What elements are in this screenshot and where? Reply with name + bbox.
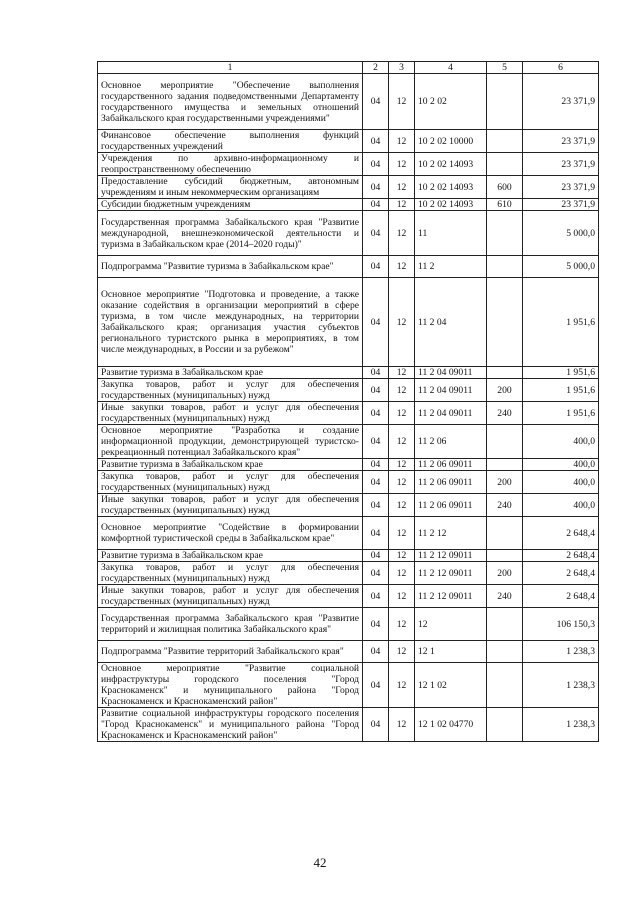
- cell-section: 04: [363, 130, 389, 153]
- cell-expense-type: 200: [487, 562, 523, 585]
- cell-name: Государственная программа Забайкальского края "Развитие международной, внешнеэкономической деятельности и туризма в Забайкальском крае (2014–2020 годы)": [98, 211, 363, 256]
- cell-amount: 23 371,9: [523, 74, 599, 130]
- cell-section: 04: [363, 367, 389, 379]
- cell-expense-type: 610: [487, 199, 523, 211]
- table-row: [98, 130, 599, 153]
- cell-subsection: 12: [389, 211, 415, 256]
- cell-section: 04: [363, 459, 389, 471]
- table-row: [98, 153, 599, 176]
- cell-amount: 5 000,0: [523, 256, 599, 278]
- cell-amount: 2 648,4: [523, 562, 599, 585]
- header-col-6: 6: [523, 62, 599, 74]
- table-row: [98, 459, 599, 471]
- cell-name: Закупка товаров, работ и услуг для обеспечения государственных (муниципальных) нужд: [98, 379, 363, 402]
- cell-subsection: 12: [389, 153, 415, 176]
- header-col-3: 3: [389, 62, 415, 74]
- header-row: [98, 62, 599, 74]
- cell-name: Развитие туризма в Забайкальском крае: [98, 459, 363, 471]
- cell-name: Подпрограмма "Развитие туризма в Забайкальском крае": [98, 256, 363, 278]
- cell-subsection: 12: [389, 379, 415, 402]
- cell-subsection: 12: [389, 367, 415, 379]
- cell-target-article: 11 2 04 09011: [415, 402, 487, 425]
- cell-expense-type: 240: [487, 585, 523, 608]
- table-row: [98, 211, 599, 256]
- header-col-1: 1: [98, 62, 363, 74]
- cell-target-article: 11 2 12 09011: [415, 562, 487, 585]
- cell-expense-type: [487, 641, 523, 663]
- cell-amount: 1 951,6: [523, 367, 599, 379]
- cell-target-article: 11 2 06: [415, 425, 487, 459]
- cell-subsection: 12: [389, 425, 415, 459]
- cell-target-article: 11 2 04 09011: [415, 379, 487, 402]
- cell-subsection: 12: [389, 550, 415, 562]
- cell-subsection: 12: [389, 494, 415, 517]
- cell-amount: 400,0: [523, 459, 599, 471]
- cell-name: Иные закупки товаров, работ и услуг для обеспечения государственных (муниципальных) нужд: [98, 494, 363, 517]
- cell-section: 04: [363, 663, 389, 708]
- cell-expense-type: [487, 663, 523, 708]
- cell-subsection: 12: [389, 471, 415, 494]
- cell-subsection: 12: [389, 256, 415, 278]
- cell-name: Развитие туризма в Забайкальском крае: [98, 367, 363, 379]
- table-row: [98, 367, 599, 379]
- table-row: [98, 74, 599, 130]
- cell-section: 04: [363, 641, 389, 663]
- table-row: [98, 494, 599, 517]
- cell-section: 04: [363, 211, 389, 256]
- cell-section: 04: [363, 471, 389, 494]
- cell-amount: 23 371,9: [523, 199, 599, 211]
- cell-target-article: 11 2 12 09011: [415, 585, 487, 608]
- cell-subsection: 12: [389, 562, 415, 585]
- cell-subsection: 12: [389, 517, 415, 550]
- cell-amount: 5 000,0: [523, 211, 599, 256]
- cell-section: 04: [363, 550, 389, 562]
- header-col-2: 2: [363, 62, 389, 74]
- cell-section: 04: [363, 256, 389, 278]
- header-col-5: 5: [487, 62, 523, 74]
- cell-amount: 1 238,3: [523, 663, 599, 708]
- table-row: [98, 585, 599, 608]
- cell-expense-type: [487, 708, 523, 742]
- cell-amount: 2 648,4: [523, 585, 599, 608]
- cell-section: 04: [363, 176, 389, 199]
- cell-subsection: 12: [389, 176, 415, 199]
- cell-amount: 1 238,3: [523, 708, 599, 742]
- cell-name: Развитие социальной инфраструктуры городского поселения "Город Краснокаменск" и муниципального района "Город Краснокаменск и Краснокаменский район": [98, 708, 363, 742]
- cell-expense-type: [487, 459, 523, 471]
- cell-subsection: 12: [389, 199, 415, 211]
- cell-expense-type: 240: [487, 402, 523, 425]
- cell-target-article: 11 2 06 09011: [415, 494, 487, 517]
- cell-expense-type: [487, 130, 523, 153]
- cell-name: Основное мероприятие "Обеспечение выполнения государственного задания подведомственными Департаменту государственного имущества и земельных отношений Забайкальского края государственными учреждениями": [98, 74, 363, 130]
- cell-expense-type: 240: [487, 494, 523, 517]
- cell-target-article: 10 2 02 14093: [415, 153, 487, 176]
- cell-expense-type: [487, 367, 523, 379]
- cell-section: 04: [363, 402, 389, 425]
- cell-section: 04: [363, 153, 389, 176]
- page-number: 42: [313, 855, 327, 870]
- cell-name: Предоставление субсидий бюджетным, автономным учреждениям и иным некоммерческим организациям: [98, 176, 363, 199]
- cell-expense-type: [487, 211, 523, 256]
- cell-expense-type: [487, 256, 523, 278]
- cell-target-article: 11 2 04: [415, 278, 487, 367]
- cell-subsection: 12: [389, 663, 415, 708]
- cell-name: Закупка товаров, работ и услуг для обеспечения государственных (муниципальных) нужд: [98, 471, 363, 494]
- table-row: [98, 256, 599, 278]
- cell-name: Закупка товаров, работ и услуг для обеспечения государственных (муниципальных) нужд: [98, 562, 363, 585]
- cell-name: Государственная программа Забайкальского края "Развитие территорий и жилищная политика Забайкальского края": [98, 608, 363, 641]
- cell-subsection: 12: [389, 585, 415, 608]
- cell-section: 04: [363, 74, 389, 130]
- cell-target-article: 10 2 02 14093: [415, 199, 487, 211]
- cell-amount: 106 150,3: [523, 608, 599, 641]
- cell-amount: 23 371,9: [523, 153, 599, 176]
- table-row: [98, 562, 599, 585]
- table-row: [98, 550, 599, 562]
- cell-expense-type: [487, 517, 523, 550]
- cell-amount: 1 238,3: [523, 641, 599, 663]
- cell-amount: 1 951,6: [523, 379, 599, 402]
- cell-target-article: 10 2 02 14093: [415, 176, 487, 199]
- cell-target-article: 11: [415, 211, 487, 256]
- cell-subsection: 12: [389, 641, 415, 663]
- cell-target-article: 12 1 02 04770: [415, 708, 487, 742]
- cell-amount: 400,0: [523, 425, 599, 459]
- cell-target-article: 12: [415, 608, 487, 641]
- header-col-4: 4: [415, 62, 487, 74]
- cell-name: Учреждения по архивно-информационному и геопространственному обеспечению: [98, 153, 363, 176]
- cell-section: 04: [363, 379, 389, 402]
- cell-name: Финансовое обеспечение выполнения функций государственных учреждений: [98, 130, 363, 153]
- cell-name: Иные закупки товаров, работ и услуг для обеспечения государственных (муниципальных) нужд: [98, 402, 363, 425]
- table-row: [98, 379, 599, 402]
- cell-name: Иные закупки товаров, работ и услуг для обеспечения государственных (муниципальных) нужд: [98, 585, 363, 608]
- cell-section: 04: [363, 517, 389, 550]
- table-row: [98, 663, 599, 708]
- cell-expense-type: [487, 74, 523, 130]
- table-row: [98, 471, 599, 494]
- cell-target-article: 10 2 02 10000: [415, 130, 487, 153]
- cell-subsection: 12: [389, 708, 415, 742]
- cell-name: Подпрограмма "Развитие территорий Забайкальского края": [98, 641, 363, 663]
- table-row: [98, 608, 599, 641]
- cell-amount: 23 371,9: [523, 130, 599, 153]
- cell-target-article: 10 2 02: [415, 74, 487, 130]
- cell-target-article: 11 2: [415, 256, 487, 278]
- cell-expense-type: [487, 153, 523, 176]
- cell-section: 04: [363, 199, 389, 211]
- cell-subsection: 12: [389, 278, 415, 367]
- cell-target-article: 11 2 12: [415, 517, 487, 550]
- cell-expense-type: [487, 278, 523, 367]
- cell-section: 04: [363, 494, 389, 517]
- table-row: [98, 425, 599, 459]
- cell-subsection: 12: [389, 608, 415, 641]
- table-row: [98, 708, 599, 742]
- cell-expense-type: 200: [487, 471, 523, 494]
- cell-name: Основное мероприятие "Разработка и создание информационной продукции, демонстрирующей туристско-рекреационный потенциал Забайкальского края": [98, 425, 363, 459]
- table-row: [98, 278, 599, 367]
- cell-section: 04: [363, 562, 389, 585]
- cell-section: 04: [363, 585, 389, 608]
- cell-section: 04: [363, 708, 389, 742]
- cell-target-article: 11 2 06 09011: [415, 471, 487, 494]
- cell-target-article: 11 2 12 09011: [415, 550, 487, 562]
- cell-name: Субсидии бюджетным учреждениям: [98, 199, 363, 211]
- cell-expense-type: 200: [487, 379, 523, 402]
- cell-target-article: 12 1: [415, 641, 487, 663]
- cell-expense-type: [487, 550, 523, 562]
- table-row: [98, 199, 599, 211]
- cell-target-article: 12 1 02: [415, 663, 487, 708]
- cell-amount: 1 951,6: [523, 278, 599, 367]
- cell-amount: 23 371,9: [523, 176, 599, 199]
- cell-section: 04: [363, 608, 389, 641]
- cell-section: 04: [363, 425, 389, 459]
- cell-amount: 2 648,4: [523, 517, 599, 550]
- table-row: [98, 517, 599, 550]
- cell-name: Основное мероприятие "Подготовка и проведение, а также оказание содействия в организации мероприятий в сфере туризма, в том числе международных, на территории Забайкальского края; организация участия субъектов регионального туристского рынка в мероприятиях, в том числе международных, в России и за рубежом": [98, 278, 363, 367]
- cell-expense-type: [487, 608, 523, 641]
- table-row: [98, 176, 599, 199]
- cell-section: 04: [363, 278, 389, 367]
- budget-table: [97, 61, 599, 742]
- cell-target-article: 11 2 06 09011: [415, 459, 487, 471]
- table-row: [98, 402, 599, 425]
- cell-amount: 400,0: [523, 494, 599, 517]
- cell-name: Основное мероприятие "Развитие социальной инфраструктуры городского поселения "Город Краснокаменск" и муниципального района "Город Краснокаменск и Краснокаменский район": [98, 663, 363, 708]
- cell-expense-type: 600: [487, 176, 523, 199]
- cell-name: Основное мероприятие "Содействие в формировании комфортной туристической среды в Забайкальском крае": [98, 517, 363, 550]
- cell-name: Развитие туризма в Забайкальском крае: [98, 550, 363, 562]
- cell-subsection: 12: [389, 74, 415, 130]
- cell-subsection: 12: [389, 402, 415, 425]
- cell-amount: 400,0: [523, 471, 599, 494]
- cell-expense-type: [487, 425, 523, 459]
- table-body: [98, 74, 599, 742]
- cell-amount: 1 951,6: [523, 402, 599, 425]
- cell-subsection: 12: [389, 459, 415, 471]
- cell-amount: 2 648,4: [523, 550, 599, 562]
- cell-target-article: 11 2 04 09011: [415, 367, 487, 379]
- cell-subsection: 12: [389, 130, 415, 153]
- table-row: [98, 641, 599, 663]
